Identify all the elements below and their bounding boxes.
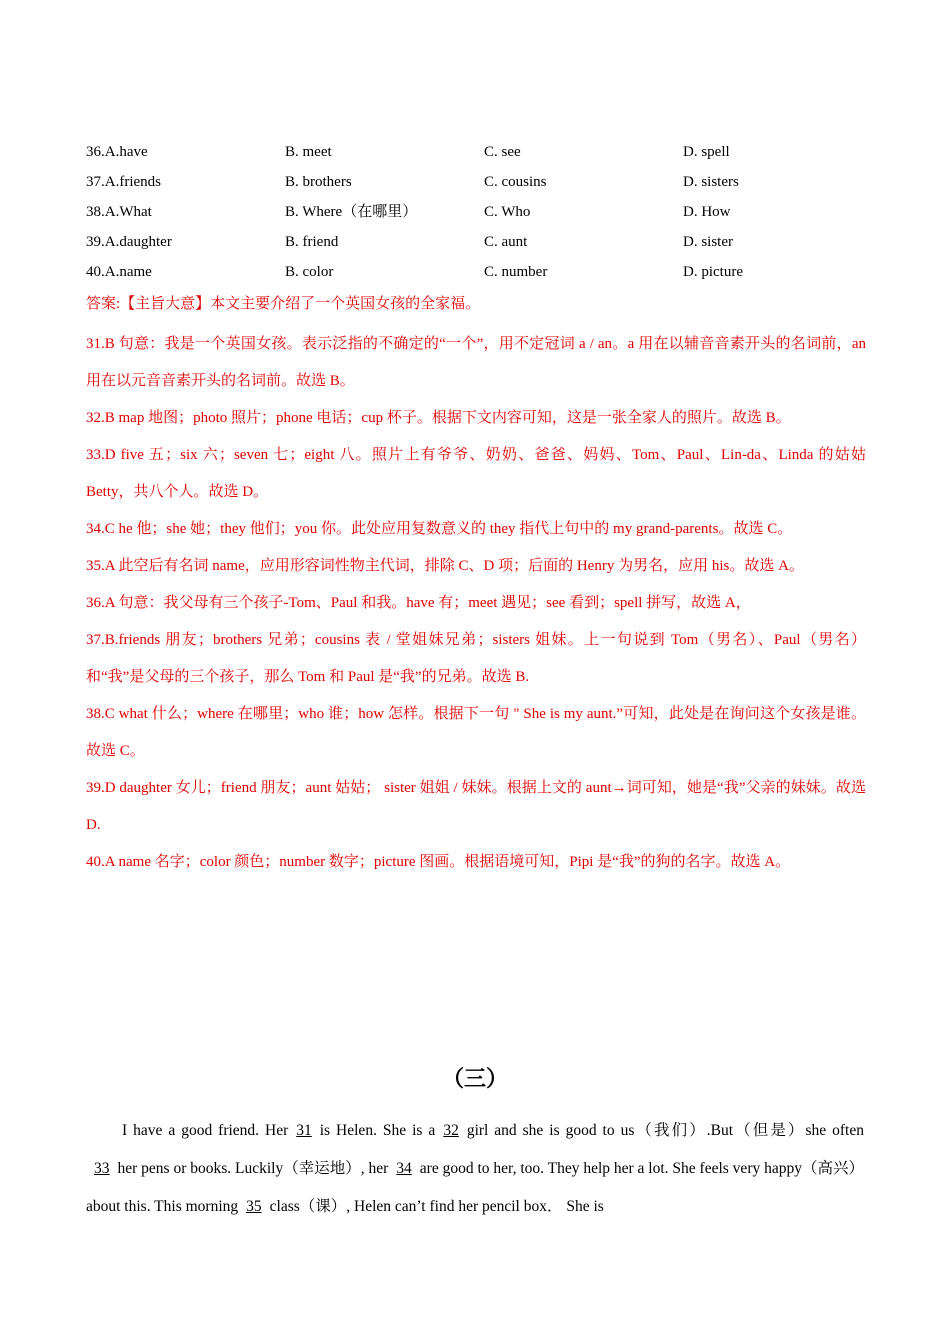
answer-key: [86, 292, 866, 881]
passage-text: I have a good friend. Her: [122, 1122, 289, 1139]
option-c: C. aunt: [484, 234, 528, 250]
option-c: C. see: [484, 144, 521, 160]
passage-text: class（课）, Helen can’t find her pencil box． She is: [269, 1198, 604, 1215]
option-b: B. friend: [285, 234, 339, 250]
option-d: D. spell: [683, 144, 730, 160]
section-title: （三）: [441, 1066, 508, 1091]
answer-37: 37.B.friends 朋友；brothers 兄弟；cousins 表 / 堂姐妹兄弟；sisters 姐妹。上一句说到 Tom（男名）、Paul（男名）和“我”是父母的三个孩子，那么 Tom 和 Paul 是“我”的兄弟。故选 B.: [86, 632, 866, 685]
option-row-40: [86, 262, 886, 292]
answer-39: 39.D daughter 女儿；friend 朋友；aunt 姑姑； sister 姐姐 / 妹妹。根据上文的 aunt→词可知，她是“我”父亲的妹妹。故选 D.: [86, 780, 866, 833]
passage-paragraph: [86, 1112, 864, 1226]
answer-36: 36.A 句意：我父母有三个孩子-Tom、Paul 和我。have 有；meet 遇见；see 看到；spell 拼写，故选 A，: [86, 595, 751, 611]
option-a: 36.A.have: [86, 144, 148, 160]
option-c: C. cousins: [484, 174, 547, 190]
answer-summary: 答案:【主旨大意】本文主要介绍了一个英国女孩的全家福。: [86, 296, 481, 312]
option-d: D. picture: [683, 264, 743, 280]
answer-32: 32.B map 地图；photo 照片；phone 电话；cup 杯子。根据下文内容可知，这是一张全家人的照片。故选 B。: [86, 410, 791, 426]
option-row-38: [86, 202, 886, 232]
option-a: 40.A.name: [86, 264, 152, 280]
option-c: C. number: [484, 264, 548, 280]
option-a: 37.A.friends: [86, 174, 161, 190]
option-d: D. How: [683, 204, 731, 220]
option-c: C. Who: [484, 204, 531, 220]
option-a: 38.A.What: [86, 204, 152, 220]
answer-34: 34.C he 他；she 她；they 他们；you 你。此处应用复数意义的 they 指代上句中的 my grand-parents。故选 C。: [86, 521, 793, 537]
blank-31: 31: [296, 1122, 312, 1139]
option-b: B. color: [285, 264, 334, 280]
option-row-39: [86, 232, 886, 262]
blank-33: 33: [94, 1160, 110, 1177]
option-a: 39.A.daughter: [86, 234, 172, 250]
option-b: B. Where（在哪里）: [285, 204, 418, 220]
options-table: [86, 142, 886, 292]
blank-32: 32: [443, 1122, 459, 1139]
option-row-37: [86, 172, 886, 202]
answer-35: 35.A 此空后有名词 name，应用形容词性物主代词，排除 C、D 项；后面的 Henry 为男名，应用 his。故选 A。: [86, 558, 804, 574]
option-b: B. meet: [285, 144, 332, 160]
cloze-passage: [86, 1112, 864, 1226]
passage-text: her pens or books. Luckily（幸运地）, her: [117, 1160, 389, 1177]
answer-33: 33.D five 五；six 六；seven 七；eight 八。照片上有爷爷、奶奶、爸爸、妈妈、Tom、Paul、Lin-da、Linda 的姑姑 Betty，共八个人。故选 D。: [86, 447, 866, 500]
passage-text: girl and she is good to us（我们）.But（但是）she often: [466, 1122, 864, 1139]
answer-40: 40.A name 名字；color 颜色；number 数字；picture 图画。根据语境可知，Pipi 是“我”的狗的名字。故选 A。: [86, 854, 791, 870]
answer-31: 31.B 句意：我是一个英国女孩。表示泛指的不确定的“一个”，用不定冠词 a / an。a 用在以辅音音素开头的名词前，an 用在以元音音素开头的名词前。故选 B。: [86, 336, 866, 389]
passage-text: is Helen. She is a: [319, 1122, 436, 1139]
answer-38: 38.C what 什么；where 在哪里；who 谁；how 怎样。根据下一句 " She is my aunt.”可知，此处是在询问这个女孩是谁。故选 C。: [86, 706, 866, 759]
option-d: D. sisters: [683, 174, 739, 190]
blank-34: 34: [396, 1160, 412, 1177]
option-row-36: [86, 142, 886, 172]
option-d: D. sister: [683, 234, 733, 250]
option-b: B. brothers: [285, 174, 352, 190]
passage-text: are good to her, too. They help her a lot. She feels very happy（高兴）about this. This morning: [86, 1160, 864, 1215]
blank-35: 35: [246, 1198, 262, 1215]
